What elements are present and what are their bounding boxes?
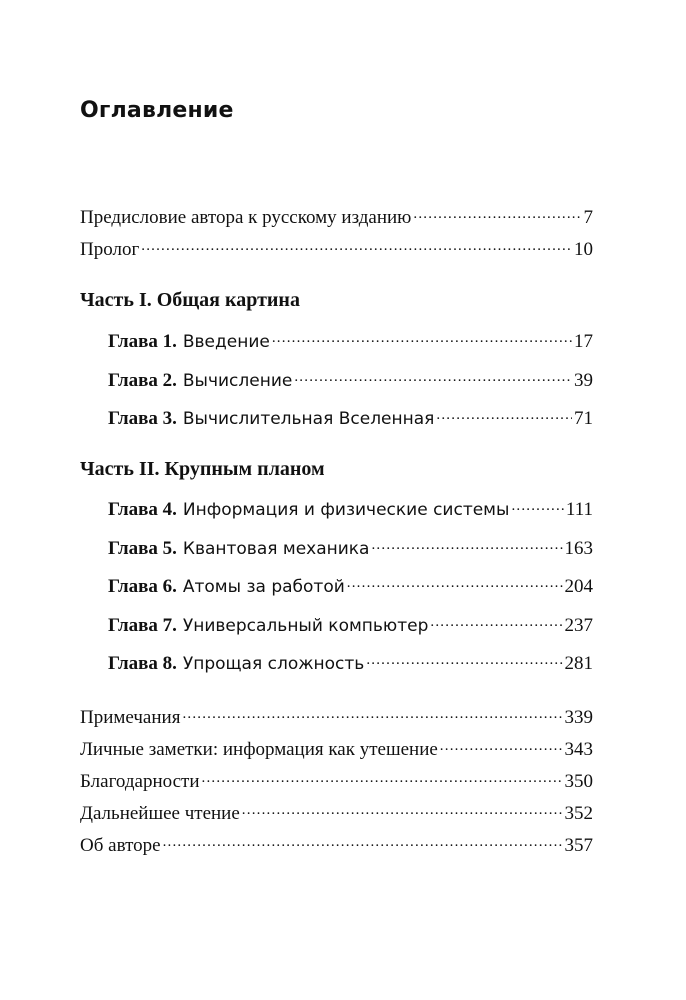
dot-leader bbox=[371, 535, 562, 554]
toc-entry-title: Личные заметки: информация как утешение bbox=[80, 739, 438, 760]
toc-entry-page: 339 bbox=[564, 707, 593, 728]
dot-leader bbox=[242, 800, 563, 819]
toc-entry-preface[interactable] bbox=[80, 204, 593, 230]
dot-leader bbox=[294, 367, 572, 386]
toc-chapter-2[interactable] bbox=[108, 367, 593, 393]
chapter-title: Информация и физические системы bbox=[182, 500, 510, 520]
dot-leader bbox=[366, 650, 562, 669]
toc-entry-title: Дальнейшее чтение bbox=[80, 803, 240, 824]
chapter-title: Упрощая сложность bbox=[182, 654, 365, 674]
dot-leader bbox=[440, 736, 563, 755]
toc-chapter-4[interactable] bbox=[108, 496, 593, 522]
toc-entry-page: 343 bbox=[564, 739, 593, 760]
toc-chapter-6[interactable] bbox=[108, 573, 593, 599]
chapter-label: Глава 7. bbox=[108, 615, 177, 636]
toc-entry-notes[interactable] bbox=[80, 704, 593, 730]
toc-entry-prologue[interactable] bbox=[80, 236, 593, 262]
chapter-title: Вычисление bbox=[182, 371, 293, 391]
chapter-label: Глава 8. bbox=[108, 653, 177, 674]
toc-chapter-7[interactable] bbox=[108, 612, 593, 638]
chapter-label: Глава 4. bbox=[108, 499, 177, 520]
dot-leader bbox=[430, 612, 562, 631]
toc-entry-page: 352 bbox=[564, 803, 593, 824]
chapter-label: Глава 2. bbox=[108, 370, 177, 391]
toc-entry-about-author[interactable] bbox=[80, 832, 593, 858]
part-heading-1: Часть I. Общая картина bbox=[80, 289, 300, 311]
toc-chapter-5[interactable] bbox=[108, 535, 593, 561]
toc-entry-title: Об авторе bbox=[80, 835, 161, 856]
toc-chapter-1[interactable] bbox=[108, 328, 593, 354]
toc-entry-page: 350 bbox=[564, 771, 593, 792]
toc-entry-page: 237 bbox=[564, 615, 593, 636]
dot-leader bbox=[511, 496, 563, 515]
toc-entry-page: 163 bbox=[564, 538, 593, 559]
chapter-label: Глава 5. bbox=[108, 538, 177, 559]
toc-entry-page: 10 bbox=[574, 239, 593, 260]
dot-leader bbox=[413, 204, 581, 223]
toc-entry-page: 357 bbox=[564, 835, 593, 856]
chapter-label: Глава 6. bbox=[108, 576, 177, 597]
toc-entry-page: 204 bbox=[564, 576, 593, 597]
toc-entry-title: Примечания bbox=[80, 707, 181, 728]
toc-entry-page: 39 bbox=[574, 370, 593, 391]
toc-chapter-3[interactable] bbox=[108, 405, 593, 431]
page-title: Оглавление bbox=[80, 98, 234, 123]
toc-entry-page: 7 bbox=[583, 207, 593, 228]
toc-entry-title: Предисловие автора к русскому изданию bbox=[80, 207, 412, 228]
chapter-title: Атомы за работой bbox=[182, 577, 345, 597]
dot-leader bbox=[347, 573, 563, 592]
dot-leader bbox=[141, 236, 572, 255]
part-heading-2: Часть II. Крупным планом bbox=[80, 458, 325, 480]
toc-entry-title: Пролог bbox=[80, 239, 140, 260]
dot-leader bbox=[436, 405, 572, 424]
toc-entry-title: Благодарности bbox=[80, 771, 200, 792]
toc-entry-page: 281 bbox=[564, 653, 593, 674]
toc-entry-page: 17 bbox=[574, 331, 593, 352]
toc-entry-page: 111 bbox=[565, 499, 593, 520]
chapter-title: Универсальный компьютер bbox=[182, 616, 429, 636]
chapter-label: Глава 1. bbox=[108, 331, 177, 352]
toc-entry-personal-notes[interactable] bbox=[80, 736, 593, 762]
dot-leader bbox=[163, 832, 563, 851]
toc-entry-further-reading[interactable] bbox=[80, 800, 593, 826]
chapter-title: Вычислительная Вселенная bbox=[182, 409, 435, 429]
dot-leader bbox=[202, 768, 563, 787]
toc-entry-page: 71 bbox=[574, 408, 593, 429]
toc-entry-acknowledgements[interactable] bbox=[80, 768, 593, 794]
chapter-title: Введение bbox=[182, 332, 270, 352]
toc-chapter-8[interactable] bbox=[108, 650, 593, 676]
chapter-title: Квантовая механика bbox=[182, 539, 370, 559]
chapter-label: Глава 3. bbox=[108, 408, 177, 429]
dot-leader bbox=[182, 704, 562, 723]
dot-leader bbox=[272, 328, 572, 347]
